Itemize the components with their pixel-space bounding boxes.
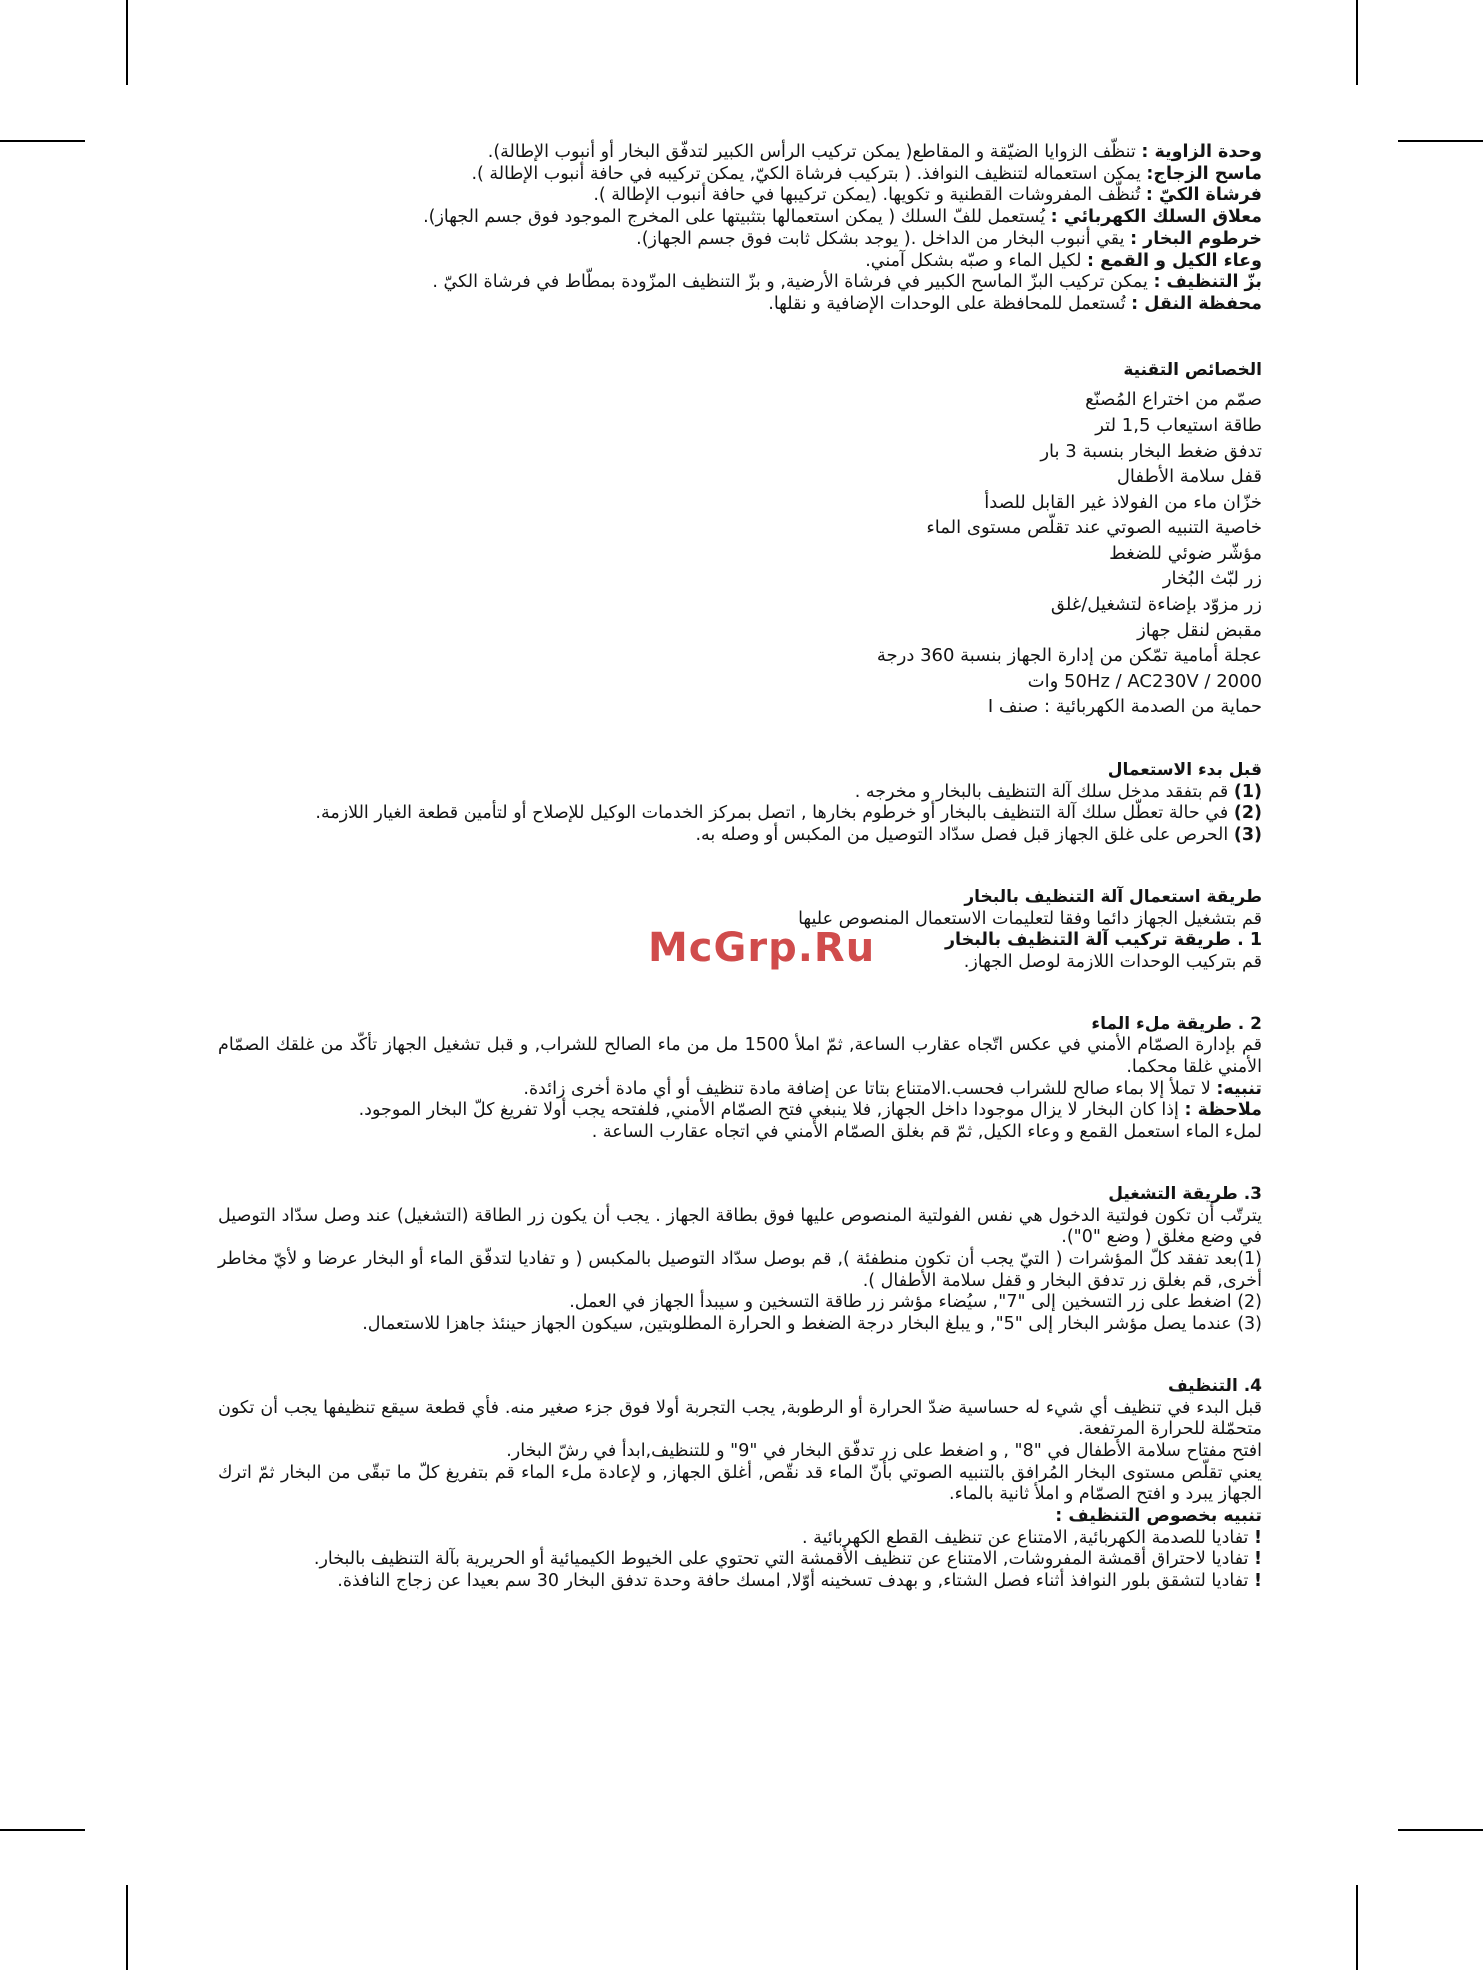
spec-item: خزّان ماء من الفولاذ غير القابل للصدأ <box>984 491 1262 513</box>
warning-text: تفاديا لاحتراق أقمشة المفروشات, الامتناع عن تنظيف الأقمشة التي تحتوي على الخيوط الكيميائية أو الحريرية بآلة التنظيف بالبخار. <box>313 1549 1249 1570</box>
component-text: يُستعمل للفّ السلك ( يمكن استعمالها بتثبيتها على المخرج الموجود فوق جسم الجهاز). <box>423 207 1046 228</box>
component-item <box>218 207 1262 229</box>
before-use-title: قبل بدء الاستعمال <box>1107 760 1262 781</box>
component-item <box>218 164 1262 186</box>
operation-step1: (1)بعد تفقد كلّ المؤشرات ( التيّ يجب أن تكون منطفئة ), قم بوصل سدّاد التوصيل بالمكبس ( و تفاديا لتدفّق الماء أو البخار عرضا و لأيّ مخاطر أخرى, قم بغلق زر تدفق البخار و قفل سلامة الأطفال ). <box>218 1249 1262 1291</box>
warning-mark: ! <box>1254 1527 1262 1548</box>
warning-mark: ! <box>1254 1549 1262 1570</box>
crop-mark-left-bottom <box>0 1829 85 1831</box>
crop-mark-top-left <box>126 0 128 85</box>
specs-section <box>218 360 1262 720</box>
component-text: يقي أنبوب البخار من الداخل .( يوجد بشكل ثابت فوق جسم الجهاز). <box>636 228 1125 249</box>
crop-mark-right-top <box>1398 140 1483 142</box>
item-number: (2) <box>1233 803 1262 824</box>
usage-step1-title: 1 . طريقة تركيب آلة التنظيف بالبخار <box>944 930 1262 951</box>
warning-text: تفاديا للصدمة الكهربائية, الامتناع عن تنظيف القطع الكهربائية . <box>801 1527 1249 1548</box>
component-item <box>218 251 1262 273</box>
cleaning-section <box>218 1376 1262 1593</box>
item-text: الحرص على غلق الجهاز قبل فصل سدّاد التوصيل من المكبس أو وصله به. <box>695 825 1229 846</box>
component-label: معلاق السلك الكهربائي : <box>1050 207 1262 228</box>
spec-item: مقبض لنقل جهاز <box>1137 619 1262 641</box>
warning-text: تفاديا لتشقق بلور النوافذ أثناء فصل الشتاء, و بهدف تسخينه أوّلا, امسك حافة وحدة تدفق البخار 30 سم بعيدا عن زجاج النافذة. <box>337 1571 1249 1592</box>
crop-mark-right-bottom <box>1398 1829 1483 1831</box>
spec-item: قفل سلامة الأطفال <box>1116 466 1262 488</box>
crop-mark-bottom-right <box>1356 1885 1358 1970</box>
spec-item: حماية من الصدمة الكهربائية : صنف I <box>987 696 1262 718</box>
component-label: خرطوم البخار : <box>1130 228 1262 249</box>
water-title: 2 . طريقة ملء الماء <box>1091 1013 1262 1034</box>
water-text: قم بإدارة الصمّام الأمني في عكس اتّجاه عقارب الساعة, ثمّ املأ 1500 مل من ماء الصالح للشراب, و قبل تشغيل الجهاز تأكّد من غلقك الصمّام الأمني غلقا محكما. <box>218 1035 1262 1078</box>
component-item <box>218 142 1262 164</box>
operation-section <box>218 1184 1262 1336</box>
operation-text: يترتّب أن تكون فولتية الدخول هي نفس الفولتية المنصوص عليها فوق بطاقة الجهاز . يجب أن يكون زر الطاقة (التشغيل) عند وصل سدّاد التوصيل في وضع مغلق ( وضع "0"). <box>218 1205 1262 1248</box>
operation-title: 3. طريقة التشغيل <box>1108 1183 1262 1204</box>
usage-intro: قم بتشغيل الجهاز دائما وفقا لتعليمات الاستعمال المنصوص عليها <box>798 908 1262 929</box>
operation-step2: (2) اضغط على زر التسخين إلى "7", سيُضاء مؤشر زر طاقة التسخين و سيبدأ الجهاز في العمل. <box>569 1292 1262 1313</box>
water-warning <box>218 1079 1262 1101</box>
cleaning-warning-item <box>218 1549 1262 1571</box>
spec-item: زر مزوّد بإضاءة لتشغيل/غلق <box>1050 594 1262 616</box>
item-number: (1) <box>1233 781 1262 802</box>
component-text: يمكن تركيب البزّ الماسح الكبير في فرشاة الأرضية, و بزّ التنظيف المزّودة بمطّاط في فرشاة الكيّ . <box>432 272 1148 293</box>
component-text: يمكن استعماله لتنظيف النوافذ. ( بتركيب فرشاة الكيّ, يمكن تركيبه في حافة أنبوب الإطالة ). <box>471 163 1141 184</box>
spec-item: زر لبّث البُخار <box>1162 568 1262 590</box>
component-text: لكيل الماء و صبّه بشكل آمني. <box>865 250 1082 271</box>
cleaning-text3: يعني تقلّص مستوى البخار المُرافق بالتنبيه الصوتي بأنّ الماء قد نقّص, أغلق الجهاز, و لإعادة ملء الماء قم بتفريغ كلّ ما تبقّى من البخار ثمّ اترك الجهاز يبرد و افتح الصمّام و املأ ثانية بالماء. <box>218 1462 1262 1505</box>
operation-step3: (3) عندما يصل مؤشر البخار إلى "5", و يبلغ البخار درجة الضغط و الحرارة المطلوبتين, سيكون الجهاز حينئذ جاهزا للاستعمال. <box>362 1314 1262 1335</box>
spec-item: طاقة استيعاب 1,5 لتر <box>1095 414 1262 436</box>
before-use-item <box>218 782 1262 804</box>
component-label: ماسح الزجاج: <box>1146 163 1262 184</box>
cleaning-title: 4. التنظيف <box>1167 1375 1262 1396</box>
spec-item: 2000 / 50Hz / AC230V وات <box>1027 670 1262 692</box>
component-label: فرشاة الكيّ : <box>1145 185 1262 206</box>
note-label: ملاحظة : <box>1184 1100 1262 1121</box>
component-item <box>218 272 1262 294</box>
cleaning-warning-item <box>218 1528 1262 1550</box>
cleaning-text1: قبل البدء في تنظيف أي شيء له حساسية ضدّ الحرارة أو الرطوبة, يجب التجربة أولا فوق جزء صغير منه. فأي قطعة سيقع تنظيفها يجب أن تكون متحمّلة للحرارة المرتفعة. <box>218 1397 1262 1440</box>
component-text: تُستعمل للمحافظة على الوحدات الإضافية و نقلها. <box>768 293 1126 314</box>
usage-title: طريقة استعمال آلة التنظيف بالبخار <box>964 886 1262 907</box>
component-label: وحدة الزاوية : <box>1141 142 1262 162</box>
before-use-item <box>218 825 1262 847</box>
component-label: محفظة النقل : <box>1131 293 1262 314</box>
component-item <box>218 229 1262 251</box>
cleaning-warning-item <box>218 1571 1262 1593</box>
item-text: قم بتفقد مدخل سلك آلة التنظيف بالبخار و مخرجه . <box>854 781 1229 802</box>
document-page <box>218 142 1262 1593</box>
water-section <box>218 1014 1262 1144</box>
component-item <box>218 294 1262 316</box>
component-item <box>218 185 1262 207</box>
crop-mark-bottom-left <box>126 1885 128 1970</box>
spec-item: صمّم من اختراع المُصنّع <box>1085 389 1262 411</box>
before-use-item <box>218 803 1262 825</box>
item-number: (3) <box>1233 825 1262 846</box>
cleaning-warning-title: تنبيه بخصوص التنظيف : <box>1055 1506 1262 1527</box>
component-label: بزّ التنظيف : <box>1153 272 1262 293</box>
before-use-section <box>218 760 1262 847</box>
component-text: تنظّف الزوايا الضيّقة و المقاطع( يمكن تركيب الرأس الكبير لتدفّق البخار أو أنبوب الإطالة). <box>487 142 1136 162</box>
component-text: تُنظّف المفروشات القطنية و تكويها. (يمكن تركيبها في حافة أنبوب الإطالة ). <box>593 185 1141 206</box>
crop-mark-left-top <box>0 140 85 142</box>
water-fill: لملء الماء استعمل القمع و وعاء الكيل, ثمّ قم بغلق الصمّام الأمني في اتجاه عقارب الساعة . <box>591 1122 1262 1143</box>
spec-item: خاصية التنبيه الصوتي عند تقلّص مستوى الماء <box>926 517 1262 539</box>
cleaning-text2: افتح مفتاح سلامة الأطفال في "8" , و اضغط على زر تدفّق البخار في "9" و للتنظيف,ابدأ في رشّ البخار. <box>506 1440 1262 1461</box>
water-note <box>218 1100 1262 1122</box>
spec-item: تدفق ضغط البخار بنسبة 3 بار <box>1040 440 1262 462</box>
warning-label: تنبيه: <box>1216 1078 1262 1099</box>
components-list <box>218 142 1262 316</box>
warning-mark: ! <box>1254 1571 1262 1592</box>
spec-item: عجلة أمامية تمّكن من إدارة الجهاز بنسبة 360 درجة <box>876 645 1262 667</box>
specs-title: الخصائص التقنية <box>1123 359 1262 380</box>
watermark: McGrp.Ru <box>648 925 876 971</box>
component-label: وعاء الكيل و القمع : <box>1087 250 1262 271</box>
note-text: إذا كان البخار لا يزال موجودا داخل الجهاز, فلا ينبغي فتح الصمّام الأمني, فلفتحه يجب أولا تفريغ كلّ البخار الموجود. <box>358 1100 1179 1121</box>
warning-text: لا تملأ إلا بماء صالح للشراب فحسب.الامتناع بتاتا عن إضافة مادة تنظيف أو أي مادة أخرى زائدة. <box>523 1078 1211 1099</box>
usage-step1-text: قم بتركيب الوحدات اللازمة لوصل الجهاز. <box>963 951 1262 972</box>
item-text: في حالة تعطّل سلك آلة التنظيف بالبخار أو خرطوم بخارها , اتصل بمركز الخدمات الوكيل للإصلاح أو لتأمين قطعة الغيار اللازمة. <box>315 803 1229 824</box>
spec-item: مؤشّر ضوئي للضغط <box>1109 542 1262 564</box>
crop-mark-top-right <box>1356 0 1358 85</box>
